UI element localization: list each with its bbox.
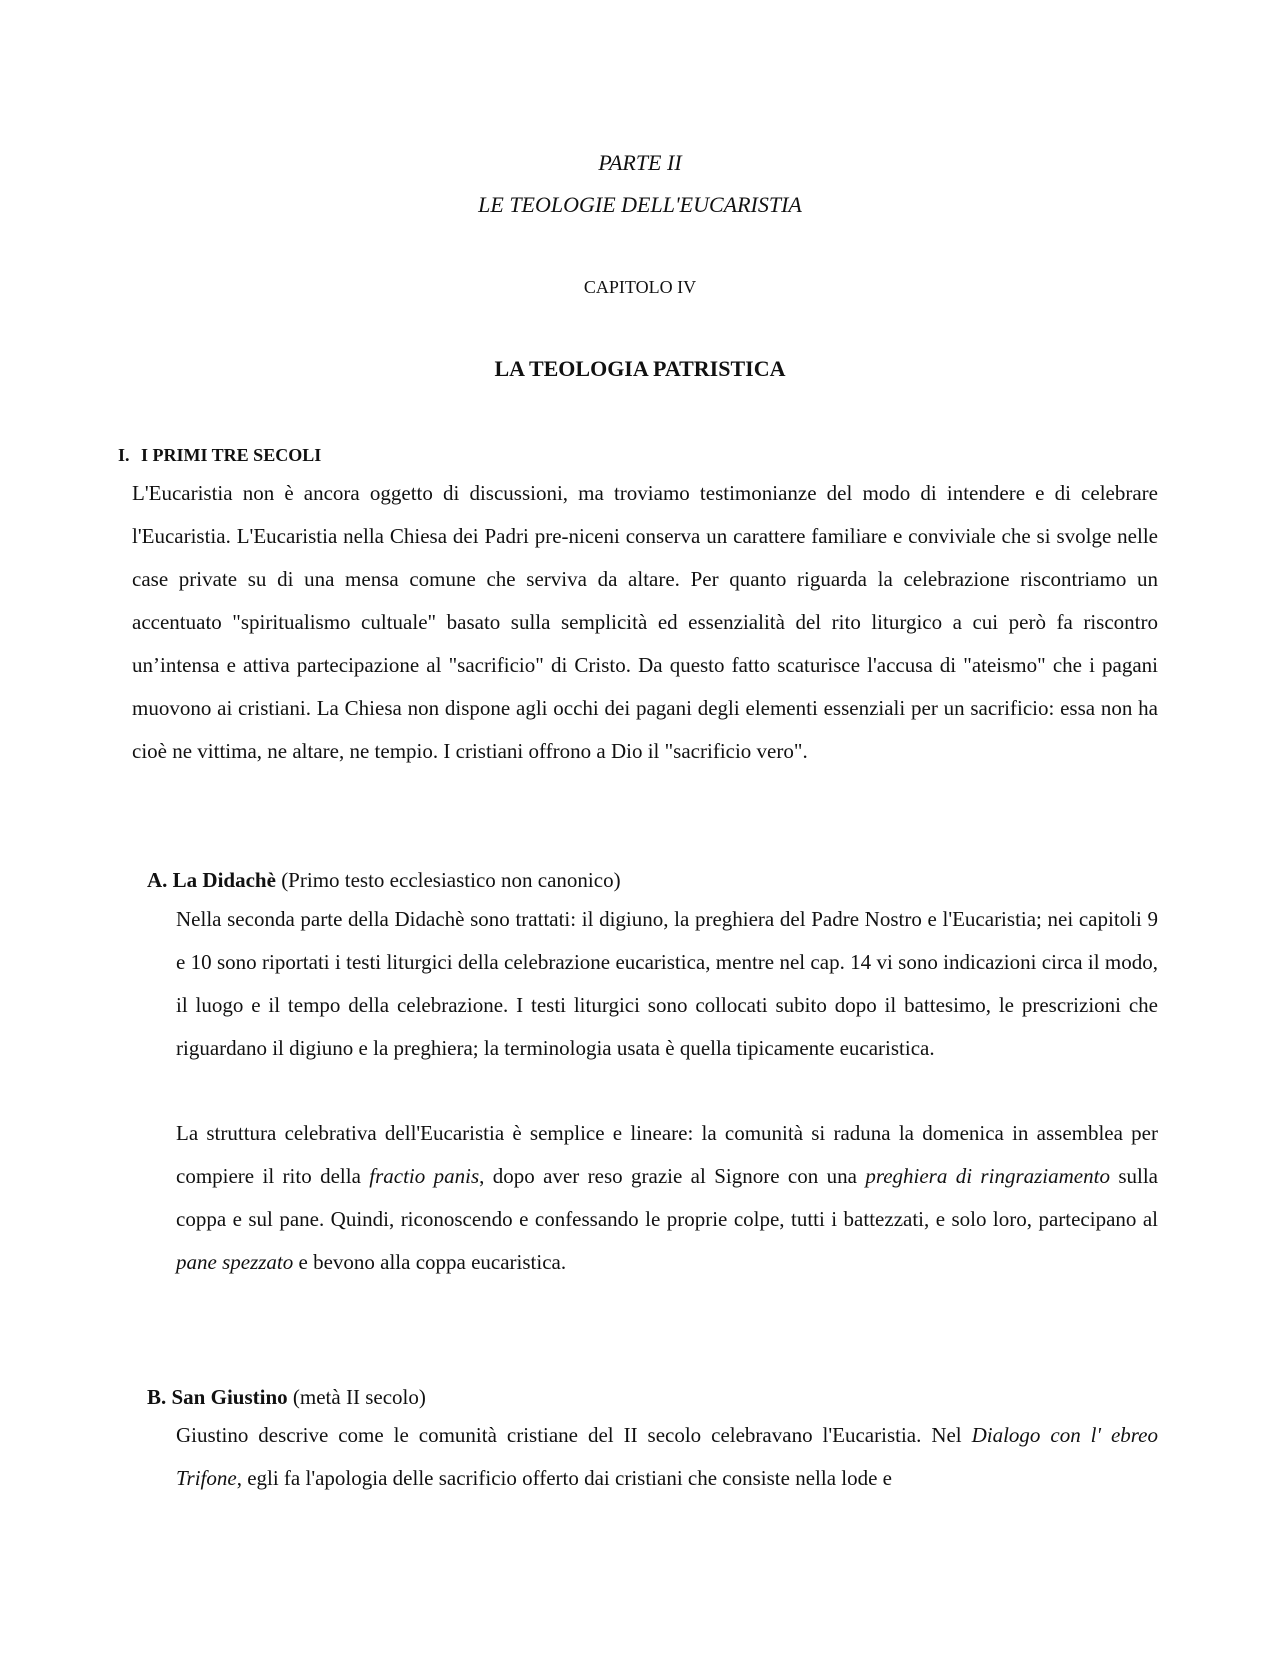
text-run: Giustino descrive come le comunità cristiane del II secolo celebravano l'Eucaristia. Nel	[176, 1423, 972, 1447]
subsection-a-note: (Primo testo ecclesiastico non canonico)	[281, 868, 621, 892]
text-run: e bevono alla coppa eucaristica.	[293, 1250, 567, 1274]
subsection-a-heading	[147, 868, 621, 893]
subsection-b-heading	[147, 1385, 426, 1410]
chapter-title: LA TEOLOGIA PATRISTICA	[494, 356, 786, 381]
section-title: I PRIMI TRE SECOLI	[141, 445, 322, 465]
section-heading	[118, 445, 321, 466]
text-run: La struttura celebrativa dell'Eucaristia è semplice e lineare: la comunità si raduna la domenica in assemblea per compiere il rito della	[176, 1121, 1158, 1188]
section-number: I.	[118, 445, 130, 465]
subsection-b-paragraph-1	[176, 1414, 1158, 1500]
subsection-a-paragraph-1: Nella seconda parte della Didachè sono trattati: il digiuno, la preghiera del Padre Nostro e l'Eucaristia; nei capitoli 9 e 10 sono riportati i testi liturgici della celebrazione eucaristica, mentre nel cap. 14 vi sono indicazioni circa il modo, il luogo e il tempo della celebrazione. I testi liturgici sono collocati subito dopo il battesimo, le prescrizioni che riguardano il digiuno e la preghiera; la terminologia usata è quella tipicamente eucaristica.	[176, 907, 1158, 1060]
emphasis-run: Dialogo con l' ebreo Trifone	[176, 1423, 1158, 1490]
subsection-b-note: (metà II secolo)	[292, 1385, 426, 1409]
chapter-label: CAPITOLO IV	[583, 277, 697, 297]
text-run: sulla coppa e sul pane. Quindi, riconoscendo e confessando le proprie colpe, tutti i battezzati, e solo loro, partecipano al	[176, 1164, 1158, 1231]
text-run: , dopo aver reso grazie al Signore con una	[479, 1164, 866, 1188]
text-run: , egli fa l'apologia delle sacrificio offerto dai cristiani che consiste nella lode e	[236, 1466, 892, 1490]
part-title: LE TEOLOGIE DELL'EUCARISTIA	[478, 192, 802, 217]
subsection-a-title: A. La Didachè	[147, 868, 276, 892]
emphasis-run: preghiera di ringraziamento	[865, 1164, 1110, 1188]
part-label: PARTE II	[598, 150, 682, 175]
section-paragraph: L'Eucaristia non è ancora oggetto di discussioni, ma troviamo testimonianze del modo di intendere e di celebrare l'Eucaristia. L'Eucaristia nella Chiesa dei Padri pre-niceni conserva un carattere familiare e conviviale che si svolge nelle case private su di una mensa comune che serviva da altare. Per quanto riguarda la celebrazione riscontriamo un accentuato "spiritualismo cultuale" basato sulla semplicità ed essenzialità del rito liturgico a cui però fa riscontro un’intensa e attiva partecipazione al "sacrificio" di Cristo. Da questo fatto scaturisce l'accusa di "ateismo" che i pagani muovono ai cristiani. La Chiesa non dispone agli occhi dei pagani degli elementi essenziali per un sacrificio: essa non ha cioè ne vittima, ne altare, ne tempio. I cristiani offrono a Dio il "sacrificio vero".	[132, 481, 1158, 763]
subsection-b-title: B. San Giustino	[147, 1385, 288, 1409]
subsection-a-paragraph-2	[176, 1112, 1158, 1284]
emphasis-run: pane spezzato	[176, 1250, 294, 1274]
emphasis-run: fractio panis	[369, 1164, 480, 1188]
